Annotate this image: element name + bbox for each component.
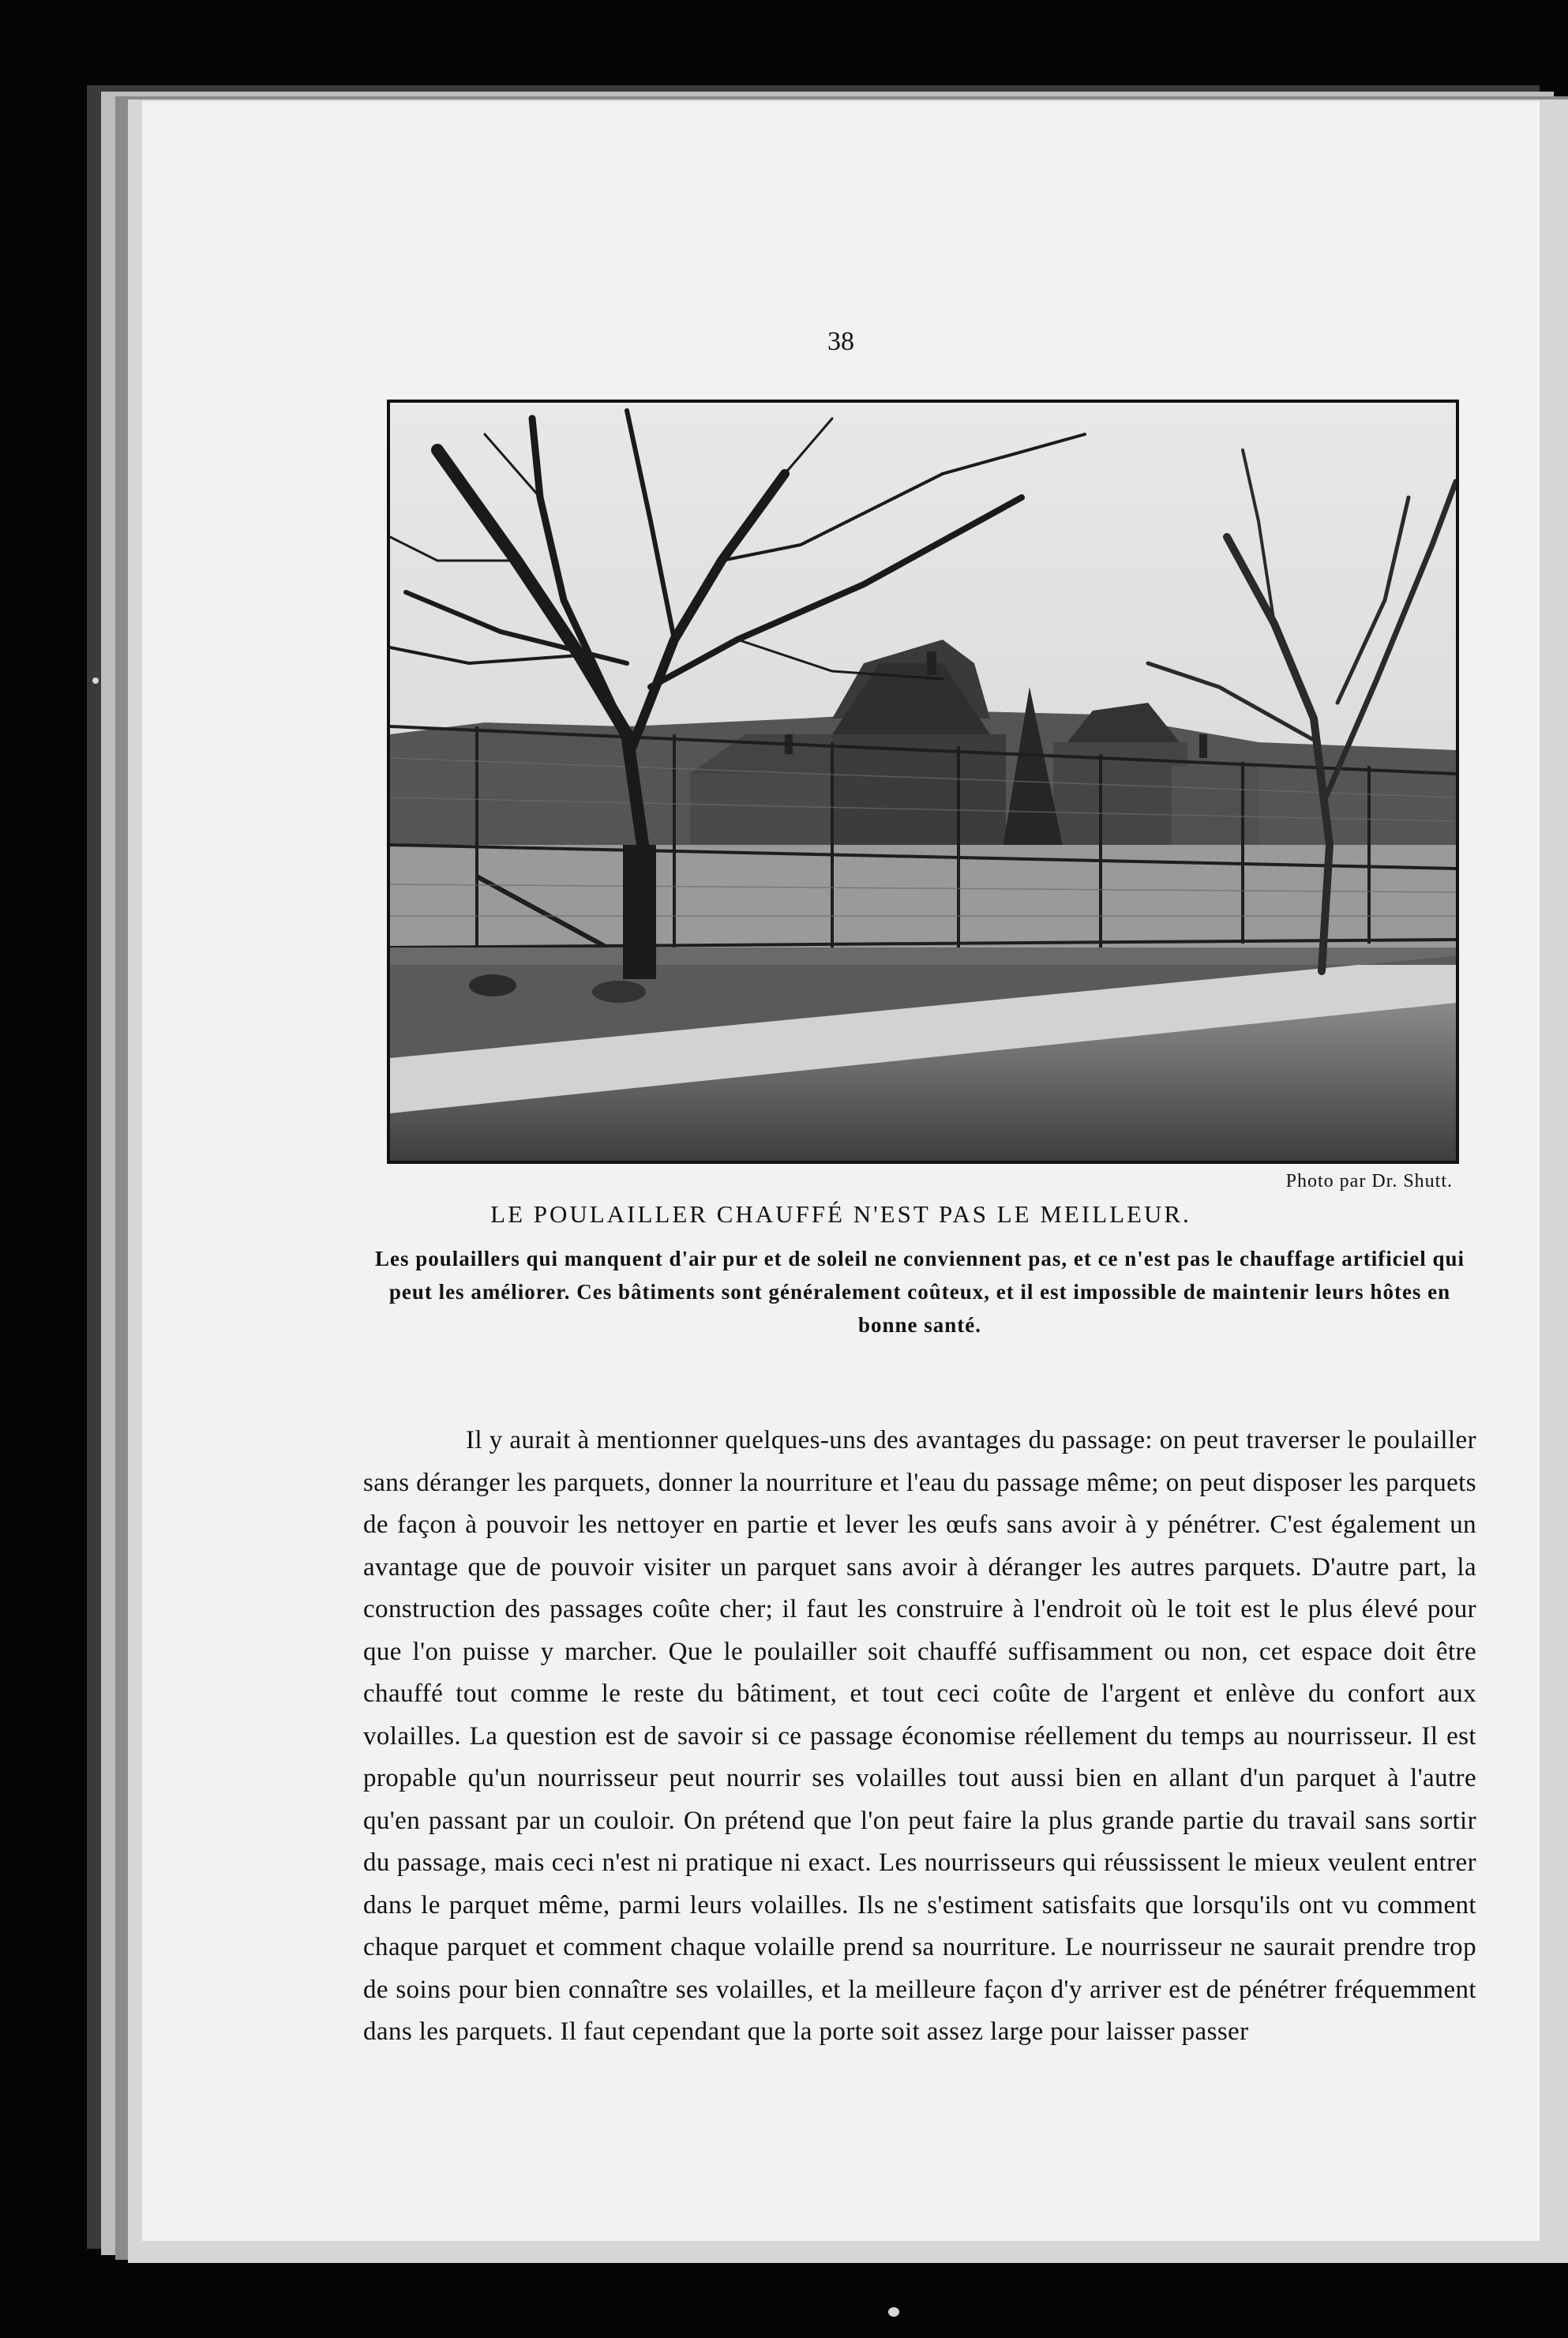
photo-credit: Photo par Dr. Shutt. — [1285, 1171, 1453, 1192]
caption-text: Les poulaillers qui manquent d'air pur et de soleil ne conviennent pas, et ce n'est pas le chauffage artificiel qui peut les améliorer. Ces bâtiments sont généralement coûteux, et il est impossible de maintenir leurs hôtes en bonne santé. — [374, 1247, 1465, 1337]
photo-illustration — [390, 403, 1456, 1161]
scan-speck — [888, 2307, 899, 2317]
poultry-house-photo — [387, 400, 1459, 1164]
book-page — [142, 101, 1540, 2241]
page-number: 38 — [827, 327, 854, 356]
body-paragraph: Il y aurait à mentionner quelques-uns des avantages du passage: on peut traverser le poulailler sans déranger les parquets, donner la nourriture et l'eau du passage même; on peut disposer les parquets de façon à pouvoir les nettoyer en partie et lever les œufs sans avoir à y pénétrer. C'est également un avantage que de pouvoir visiter un parquet sans avoir à déranger les autres parquets. D'autre part, la construction des passages coûte cher; il faut les construire à l'endroit où le toit est le plus élevé pour que l'on puisse y marcher. Que le poulailler soit chauffé suffisamment ou non, cet espace doit être chauffé tout comme le reste du bâtiment, et tout ceci coûte de l'argent et enlève du confort aux volailles. La question est de savoir si ce passage économise réellement du temps au nourrisseur. Il est propable qu'un nourrisseur peut nourrir ses volailles tout aussi bien en allant d'un parquet à l'autre qu'en passant par un couloir. On prétend que l'on peut faire la plus grande partie du travail sans sortir du passage, mais ceci n'est ni pratique ni exact. Les nourrisseurs qui réussissent le mieux veulent entrer dans le parquet même, parmi leurs volailles. Ils ne s'estiment satisfaits que lorsqu'ils ont vu comment chaque parquet et comment chaque volaille prend sa nourriture. Le nourrisseur ne saurait prendre trop de soins pour bien connaître ses volailles, et la meilleure façon d'y arriver est de pénétrer fréquemment dans les parquets. Il faut cependant que la porte soit assez large pour laisser passer — [363, 1426, 1476, 2046]
caption-title: LE POULAILLER CHAUFFÉ N'EST PAS LE MEILLEUR. — [490, 1200, 1191, 1228]
scan-speck — [92, 677, 99, 684]
